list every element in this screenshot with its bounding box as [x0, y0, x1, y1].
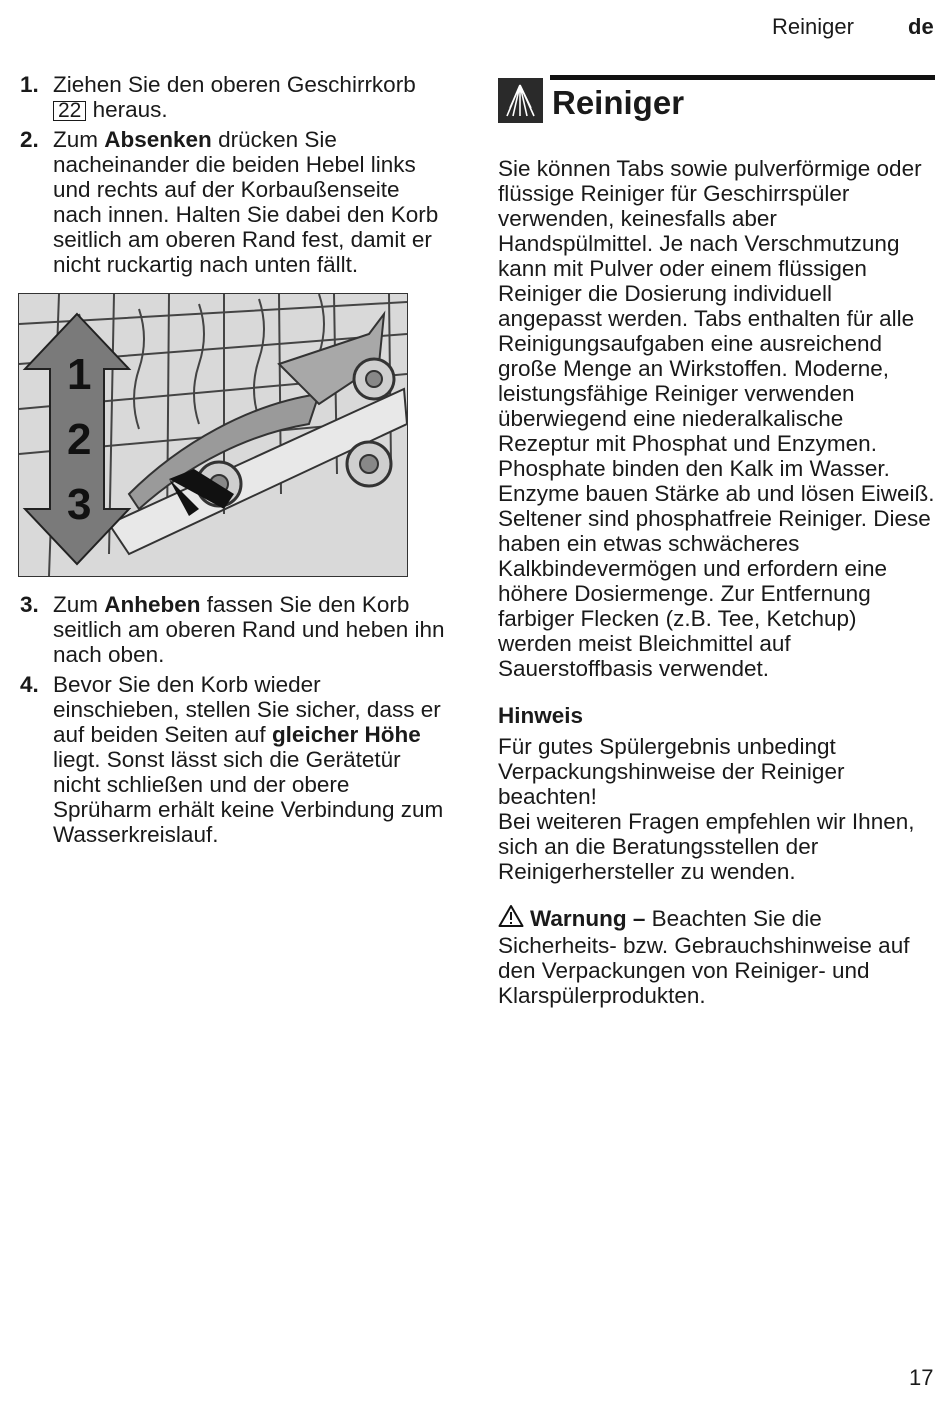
step-text — [53, 72, 452, 122]
step-text-part: liegt. Sonst lässt sich die Gerätetür nicht schließen und der obere Sprüharm erhält keine Verbindung zum Wasserkreislauf. — [53, 747, 444, 847]
note-heading: Hinweis — [498, 703, 584, 728]
figure-label-2: 2 — [67, 415, 92, 464]
step-number: 3. — [20, 592, 39, 617]
detergent-section-icon — [498, 78, 543, 123]
step-text — [53, 672, 452, 847]
step-text-part: fassen Sie den Korb seitlich am oberen Rand und heben ihn nach oben. — [53, 592, 445, 667]
step-text-part: Zum — [53, 592, 105, 617]
step-1 — [20, 72, 452, 122]
step-4 — [20, 672, 452, 847]
step-emphasis: Anheben — [104, 592, 201, 617]
step-text-part: Bevor Sie den Korb wieder einschieben, stellen Sie sicher, dass er auf beiden Seiten auf — [53, 672, 441, 747]
step-text — [53, 592, 452, 667]
step-text-part: heraus. — [86, 97, 168, 122]
step-2 — [20, 127, 452, 277]
section-title-rule — [550, 75, 935, 80]
right-column — [498, 72, 935, 1008]
figure-label-3: 3 — [67, 480, 92, 529]
running-header-language: de — [908, 14, 934, 39]
figure-label-1: 1 — [67, 350, 92, 399]
part-reference-box: 22 — [53, 101, 86, 121]
intro-paragraph: Sie können Tabs sowie pulverförmige oder flüssige Reiniger für Geschirrspüler verwenden, keinesfalls aber Handspülmittel. Je nach Verschmutzung kann mit Pulver oder einem flüssigen Reiniger die Dosierung individuell angepasst werden. Tabs enthalten für alle Reinigungsaufgaben eine ausreichend große Menge an Wirkstoffen. Moderne, leistungsfähige Reiniger verwenden überwiegend eine niederalkalische Rezeptur mit Phosphat und Enzymen. Phosphate binden den Kalk im Wasser. Enzyme bauen Stärke ab und lösen Eiweiß. Seltener sind phosphatfreie Reiniger. Diese haben ein etwas schwächeres Kalkbindevermögen und erfordern eine höhere Dosiermenge. Zur Entfernung farbiger Flecken (z.B. Tee, Ketchup) werden meist Bleichmittel auf Sauerstoffbasis verwendet. — [498, 156, 935, 681]
step-emphasis: Absenken — [104, 127, 212, 152]
step-3 — [20, 592, 452, 667]
step-text-part: drücken Sie nacheinander die beiden Hebel links und rechts auf der Korbaußenseite nach innen. Halten Sie dabei den Korb seitlich am oberen Rand fest, damit er nicht ruckartig nach unten fällt. — [53, 127, 439, 277]
section-title-row — [498, 72, 935, 128]
warning-block — [498, 904, 935, 1008]
running-header-section: Reiniger — [772, 14, 854, 39]
step-number: 1. — [20, 72, 39, 97]
warning-text: Beachten Sie die Sicherheits- bzw. Gebrauchshinweise auf den Verpackungen von Reiniger- und Klarspülerprodukten. — [498, 906, 910, 1008]
section-title: Reiniger — [552, 84, 685, 121]
step-text — [53, 127, 452, 277]
warning-triangle-icon — [498, 904, 524, 933]
step-emphasis: gleicher Höhe — [271, 722, 421, 747]
note-text-1: Für gutes Spülergebnis unbedingt Verpackungshinweise der Reiniger beachten! — [498, 734, 845, 809]
basket-lever-illustration — [18, 293, 408, 577]
step-text-part: Ziehen Sie den oberen Geschirrkorb — [53, 72, 416, 97]
page-number: 17 — [909, 1365, 934, 1390]
step-number: 2. — [20, 127, 39, 152]
step-number: 4. — [20, 672, 39, 697]
left-column — [20, 72, 452, 847]
note-text-2: Bei weiteren Fragen empfehlen wir Ihnen, sich an die Beratungsstellen der Reinigerhersteller zu wenden. — [498, 809, 915, 884]
warning-label: Warnung – — [530, 906, 646, 931]
step-text-part: Zum — [53, 127, 105, 152]
